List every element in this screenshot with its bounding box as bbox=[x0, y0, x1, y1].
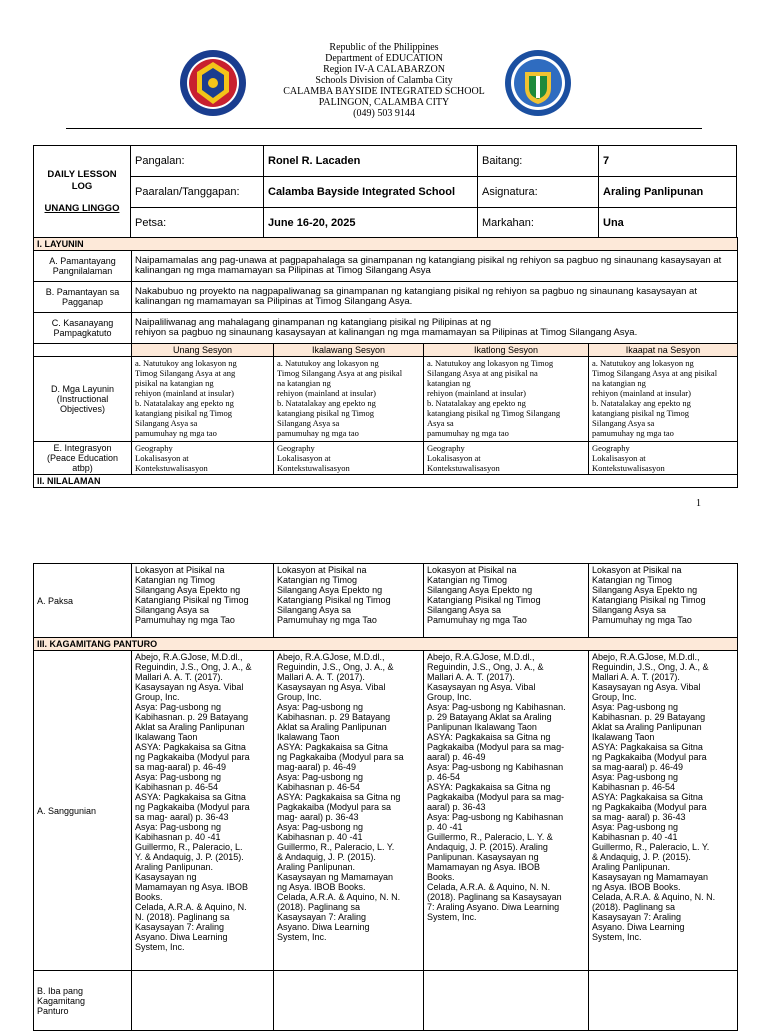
header-line: CALAMBA BAYSIDE INTEGRATED SCHOOL bbox=[283, 86, 485, 97]
content-standard-text: Naipamamalas ang pag-unawa at pagpapahalaga sa ginampanan ng katangiang pisikal ng rehiyon sa pagbuo ng sinaunang kasaysayan at kalinangan ng mga mamamayan sa Pilipinas at Timog Silangang Asya bbox=[132, 251, 738, 282]
blank-cell bbox=[34, 344, 132, 357]
integration-cell: Geography Lokalisasyon at Kontekstuwalisasyon bbox=[132, 442, 274, 475]
integration-cell: Geography Lokalisasyon at Kontekstuwalisasyon bbox=[424, 442, 589, 475]
row-label: B. Pamantayan sa Pagganap bbox=[34, 282, 132, 313]
daily-lesson-log-title: DAILY LESSON LOG bbox=[47, 169, 117, 192]
row-label: B. Iba pang Kagamitang Panturo bbox=[34, 971, 132, 1031]
reference-cell: Abejo, R.A.GJose, M.D.dl., Reguindin, J.S., Ong, J. A., & Mallari A. A. T. (2017). Kasaysayan ng Asya. Vibal Group, Inc. Asya: Pag-usbong ng Kabihasnan. p. 29 Batayang Aklat sa Araling Panlipunan Ikalawang Taon ASYA: Pagkakaisa sa Gitna ng Pagkakaiba (Modyul para sa mag- aaral) p. 46-49 Asya: Pag-usbong ng Kabihasnan p. 46-54 ASYA: Pagkakaisa sa Gitna ng Pagkakaiba (Modyul para sa mag- aaral) p. 36-43 Asya: Pag-usbong ng Kabihasnan p. 40 -41 Guillermo, R., Paleracio, L. Y. & Andaquig, J. P. (2015). Araling Panlipunan. Kasaysayan ng Mamamayan ng Asya. IBOB Books. Celada, A.R.A. & Aquino, N. N. (2018). Paglinang sa Kasaysayan 7: Araling Asyano. Diwa Learning System, Inc. bbox=[424, 651, 589, 971]
section-title: II. NILALAMAN bbox=[34, 475, 738, 488]
log-title bbox=[34, 146, 131, 239]
school-value: Calamba Bayside Integrated School bbox=[264, 177, 478, 208]
objective-cell: a. Natutukoy ang lokasyon ng Timog Silangang Asya at ang pisikal na katangian ng rehiyon (mainland at insular) b. Natatalakay ang epekto ng katangiang pisikal ng Timog Silangang Asya sa pamumuhay ng mga tao bbox=[589, 357, 738, 442]
objectives-table bbox=[33, 237, 738, 488]
grade-value: 7 bbox=[599, 146, 737, 177]
row-label: E. Integrasyon (Peace Education atbp) bbox=[34, 442, 132, 475]
header-line: Region IV-A CALABARZON bbox=[323, 64, 445, 75]
quarter-value: Una bbox=[599, 208, 737, 239]
session-header: Unang Sesyon bbox=[132, 344, 274, 357]
header-line: (049) 503 9144 bbox=[353, 108, 415, 119]
materials-cell bbox=[589, 971, 738, 1031]
section-title: I. LAYUNIN bbox=[34, 238, 738, 251]
row-label: A. Sanggunian bbox=[34, 651, 132, 971]
week-title: UNANG LINGGO bbox=[44, 203, 120, 214]
date-label: Petsa: bbox=[131, 208, 264, 239]
materials-cell bbox=[132, 971, 274, 1031]
objective-cell: a. Natutukoy ang lokasyon ng Timog Silangang Asya at ang pisikal na katangian ng rehiyon (mainland at insular) b. Natatalakay ang epekto ng katangiang pisikal ng Timog Silangang Asya sa pamumuhay ng mga tao bbox=[132, 357, 274, 442]
topic-cell: Lokasyon at Pisikal na Katangian ng Timog Silangang Asya Epekto ng Katangiang Pisikal ng Timog Silangang Asya sa Pamumuhay ng mga Tao bbox=[424, 564, 589, 638]
performance-standard-text: Nakabubuo ng proyekto na nagpapaliwanag sa ginampanan ng katangiang pisikal ng rehiyon sa pagbuo ng sinaunang kasaysayan at kalinangan ng mamamayan sa Pilipinas at Timog Silangang Asya. bbox=[132, 282, 738, 313]
row-label: D. Mga Layunin (Instructional Objectives) bbox=[34, 357, 132, 442]
grade-label: Baitang: bbox=[478, 146, 599, 177]
reference-cell: Abejo, R.A.GJose, M.D.dl., Reguindin, J.S., Ong, J. A., & Mallari A. A. T. (2017). Kasaysayan ng Asya. Vibal Group, Inc. Asya: Pag-usbong ng Kabihasnan. p. 29 Batayang Aklat sa Araling Panlipunan Ikalawang Taon ASYA: Pagkakaisa sa Gitna ng Pagkakaiba (Modyul para sa mag-aaral) p. 46-49 Asya: Pag-usbong ng Kabihasnan p. 46-54 ASYA: Pagkakaisa sa Gitna ng Pagkakaiba (Modyul para sa mag- aaral) p. 36-43 Asya: Pag-usbong ng Kabihasnan p. 40 -41 Guillermo, R., Paleracio, L. Y. & Andaquig, J. P. (2015). Araling Panlipunan. Kasaysayan ng Mamamayan ng Asya. IBOB Books. Celada, A.R.A. & Aquino, N. N. (2018). Paglinang sa Kasaysayan 7: Araling Asyano. Diwa Learning System, Inc. bbox=[132, 651, 274, 971]
integration-cell: Geography Lokalisasyon at Kontekstuwalisasyon bbox=[589, 442, 738, 475]
reference-cell: Abejo, R.A.GJose, M.D.dl., Reguindin, J.S., Ong, J. A., & Mallari A. A. T. (2017). Kasaysayan ng Asya. Vibal Group, Inc. Asya: Pag-usbong ng Kabihasnan. p. 29 Batayang Aklat sa Araling Panlipunan Ikalawang Taon ASYA: Pagkakaisa sa Gitna ng Pagkakaiba (Modyul para sa mag-aaral) p. 46-49 Asya: Pag-usbong ng Kabihasnan p. 46-54 ASYA: Pagkakaisa sa Gitna ng Pagkakaiba (Modyul para sa mag- aaral) p. 36-43 Asya: Pag-usbong ng Kabihasnan p. 40 -41 Guillermo, R., Paleracio, L. Y. & Andaquig, J. P. (2015). Araling Panlipunan. Kasaysayan ng Mamamayan ng Asya. IBOB Books. Celada, A.R.A. & Aquino, N. N. (2018). Paglinang sa Kasaysayan 7: Araling Asyano. Diwa Learning System, Inc. bbox=[274, 651, 424, 971]
materials-cell bbox=[274, 971, 424, 1031]
reference-cell: Abejo, R.A.GJose, M.D.dl., Reguindin, J.S., Ong, J. A., & Mallari A. A. T. (2017). Kasaysayan ng Asya. Vibal Group, Inc. Asya: Pag-usbong ng Kabihasnan. p. 29 Batayang Aklat sa Araling Panlipunan Ikalawang Taon ASYA: Pagkakaisa sa Gitna ng Pagkakaiba (Modyul para sa mag-aaral) p. 46-49 Asya: Pag-usbong ng Kabihasnan p. 46-54 ASYA: Pagkakaisa sa Gitna ng Pagkakaiba (Modyul para sa mag- aaral) p. 36-43 Asya: Pag-usbong ng Kabihasnan p. 40 -41 Guillermo, R., Paleracio, L. Y. & Andaquig, J. P. (2015). Araling Panlipunan. Kasaysayan ng Mamamayan ng Asya. IBOB Books. Celada, A.R.A. & Aquino, N. N. (2018). Paglinang sa Kasaysayan 7: Araling Asyano. Diwa Learning System, Inc. bbox=[589, 651, 738, 971]
topic-cell: Lokasyon at Pisikal na Katangian ng Timog Silangang Asya Epekto ng Katangiang Pisikal ng Timog Silangang Asya sa Pamumuhay ng mga Tao bbox=[132, 564, 274, 638]
school-label: Paaralan/Tanggapan: bbox=[131, 177, 264, 208]
date-value: June 16-20, 2025 bbox=[264, 208, 478, 239]
learning-competency-text: Naipaliliwanag ang mahalagang ginampanan ng katangiang pisikal ng Pilipinas at ng rehiyon sa pagbuo ng sinaunang kasaysayan at kalinangan ng mga mamamayan sa Pilipinas at Timog Silangang Asya. bbox=[132, 313, 738, 344]
content-materials-table bbox=[33, 563, 738, 1031]
topic-cell: Lokasyon at Pisikal na Katangian ng Timog Silangang Asya Epekto ng Katangiang Pisikal ng Timog Silangang Asya sa Pamumuhay ng mga Tao bbox=[274, 564, 424, 638]
materials-cell bbox=[424, 971, 589, 1031]
header-line: Republic of the Philippines bbox=[329, 42, 439, 53]
header-line: Department of EDUCATION bbox=[325, 53, 443, 64]
subject-value: Araling Panlipunan bbox=[599, 177, 737, 208]
header-line: PALINGON, CALAMBA CITY bbox=[318, 97, 450, 108]
row-label: A. Pamantayang Pangnilalaman bbox=[34, 251, 132, 282]
letterhead-text bbox=[0, 42, 768, 119]
row-label: C. Kasanayang Pampagkatuto bbox=[34, 313, 132, 344]
letterhead bbox=[0, 40, 768, 130]
integration-cell: Geography Lokalisasyon at Kontekstuwalisasyon bbox=[274, 442, 424, 475]
header-divider bbox=[66, 128, 702, 129]
row-label: A. Paksa bbox=[34, 564, 132, 638]
page-number: 1 bbox=[696, 498, 701, 509]
quarter-label: Markahan: bbox=[478, 208, 599, 239]
session-header: Ikatlong Sesyon bbox=[424, 344, 589, 357]
session-header: Ikaapat na Sesyon bbox=[589, 344, 738, 357]
name-label: Pangalan: bbox=[131, 146, 264, 177]
section-title: III. KAGAMITANG PANTURO bbox=[34, 638, 738, 651]
lesson-info-table bbox=[33, 145, 737, 239]
objective-cell: a. Natutukoy ang lokasyon ng Timog Silangang Asya at ang pisikal na katangian ng rehiyon (mainland at insular) b. Natatalakay ang epekto ng katangiang pisikal ng Timog Silangang Asya sa pamumuhay ng mga tao bbox=[274, 357, 424, 442]
topic-cell: Lokasyon at Pisikal na Katangian ng Timog Silangang Asya Epekto ng Katangiang Pisikal ng Timog Silangang Asya sa Pamumuhay ng mga Tao bbox=[589, 564, 738, 638]
name-value: Ronel R. Lacaden bbox=[264, 146, 478, 177]
objective-cell: a. Natutukoy ang lokasyon ng Timog Silangang Asya at ang pisikal na katangian ng rehiyon (mainland at insular) b. Natatalakay ang epekto ng katangiang pisikal ng Timog Silangang Asya sa pamumuhay ng mga tao bbox=[424, 357, 589, 442]
header-line: Schools Division of Calamba City bbox=[315, 75, 453, 86]
session-header: Ikalawang Sesyon bbox=[274, 344, 424, 357]
subject-label: Asignatura: bbox=[478, 177, 599, 208]
school-seal-icon bbox=[503, 48, 573, 118]
